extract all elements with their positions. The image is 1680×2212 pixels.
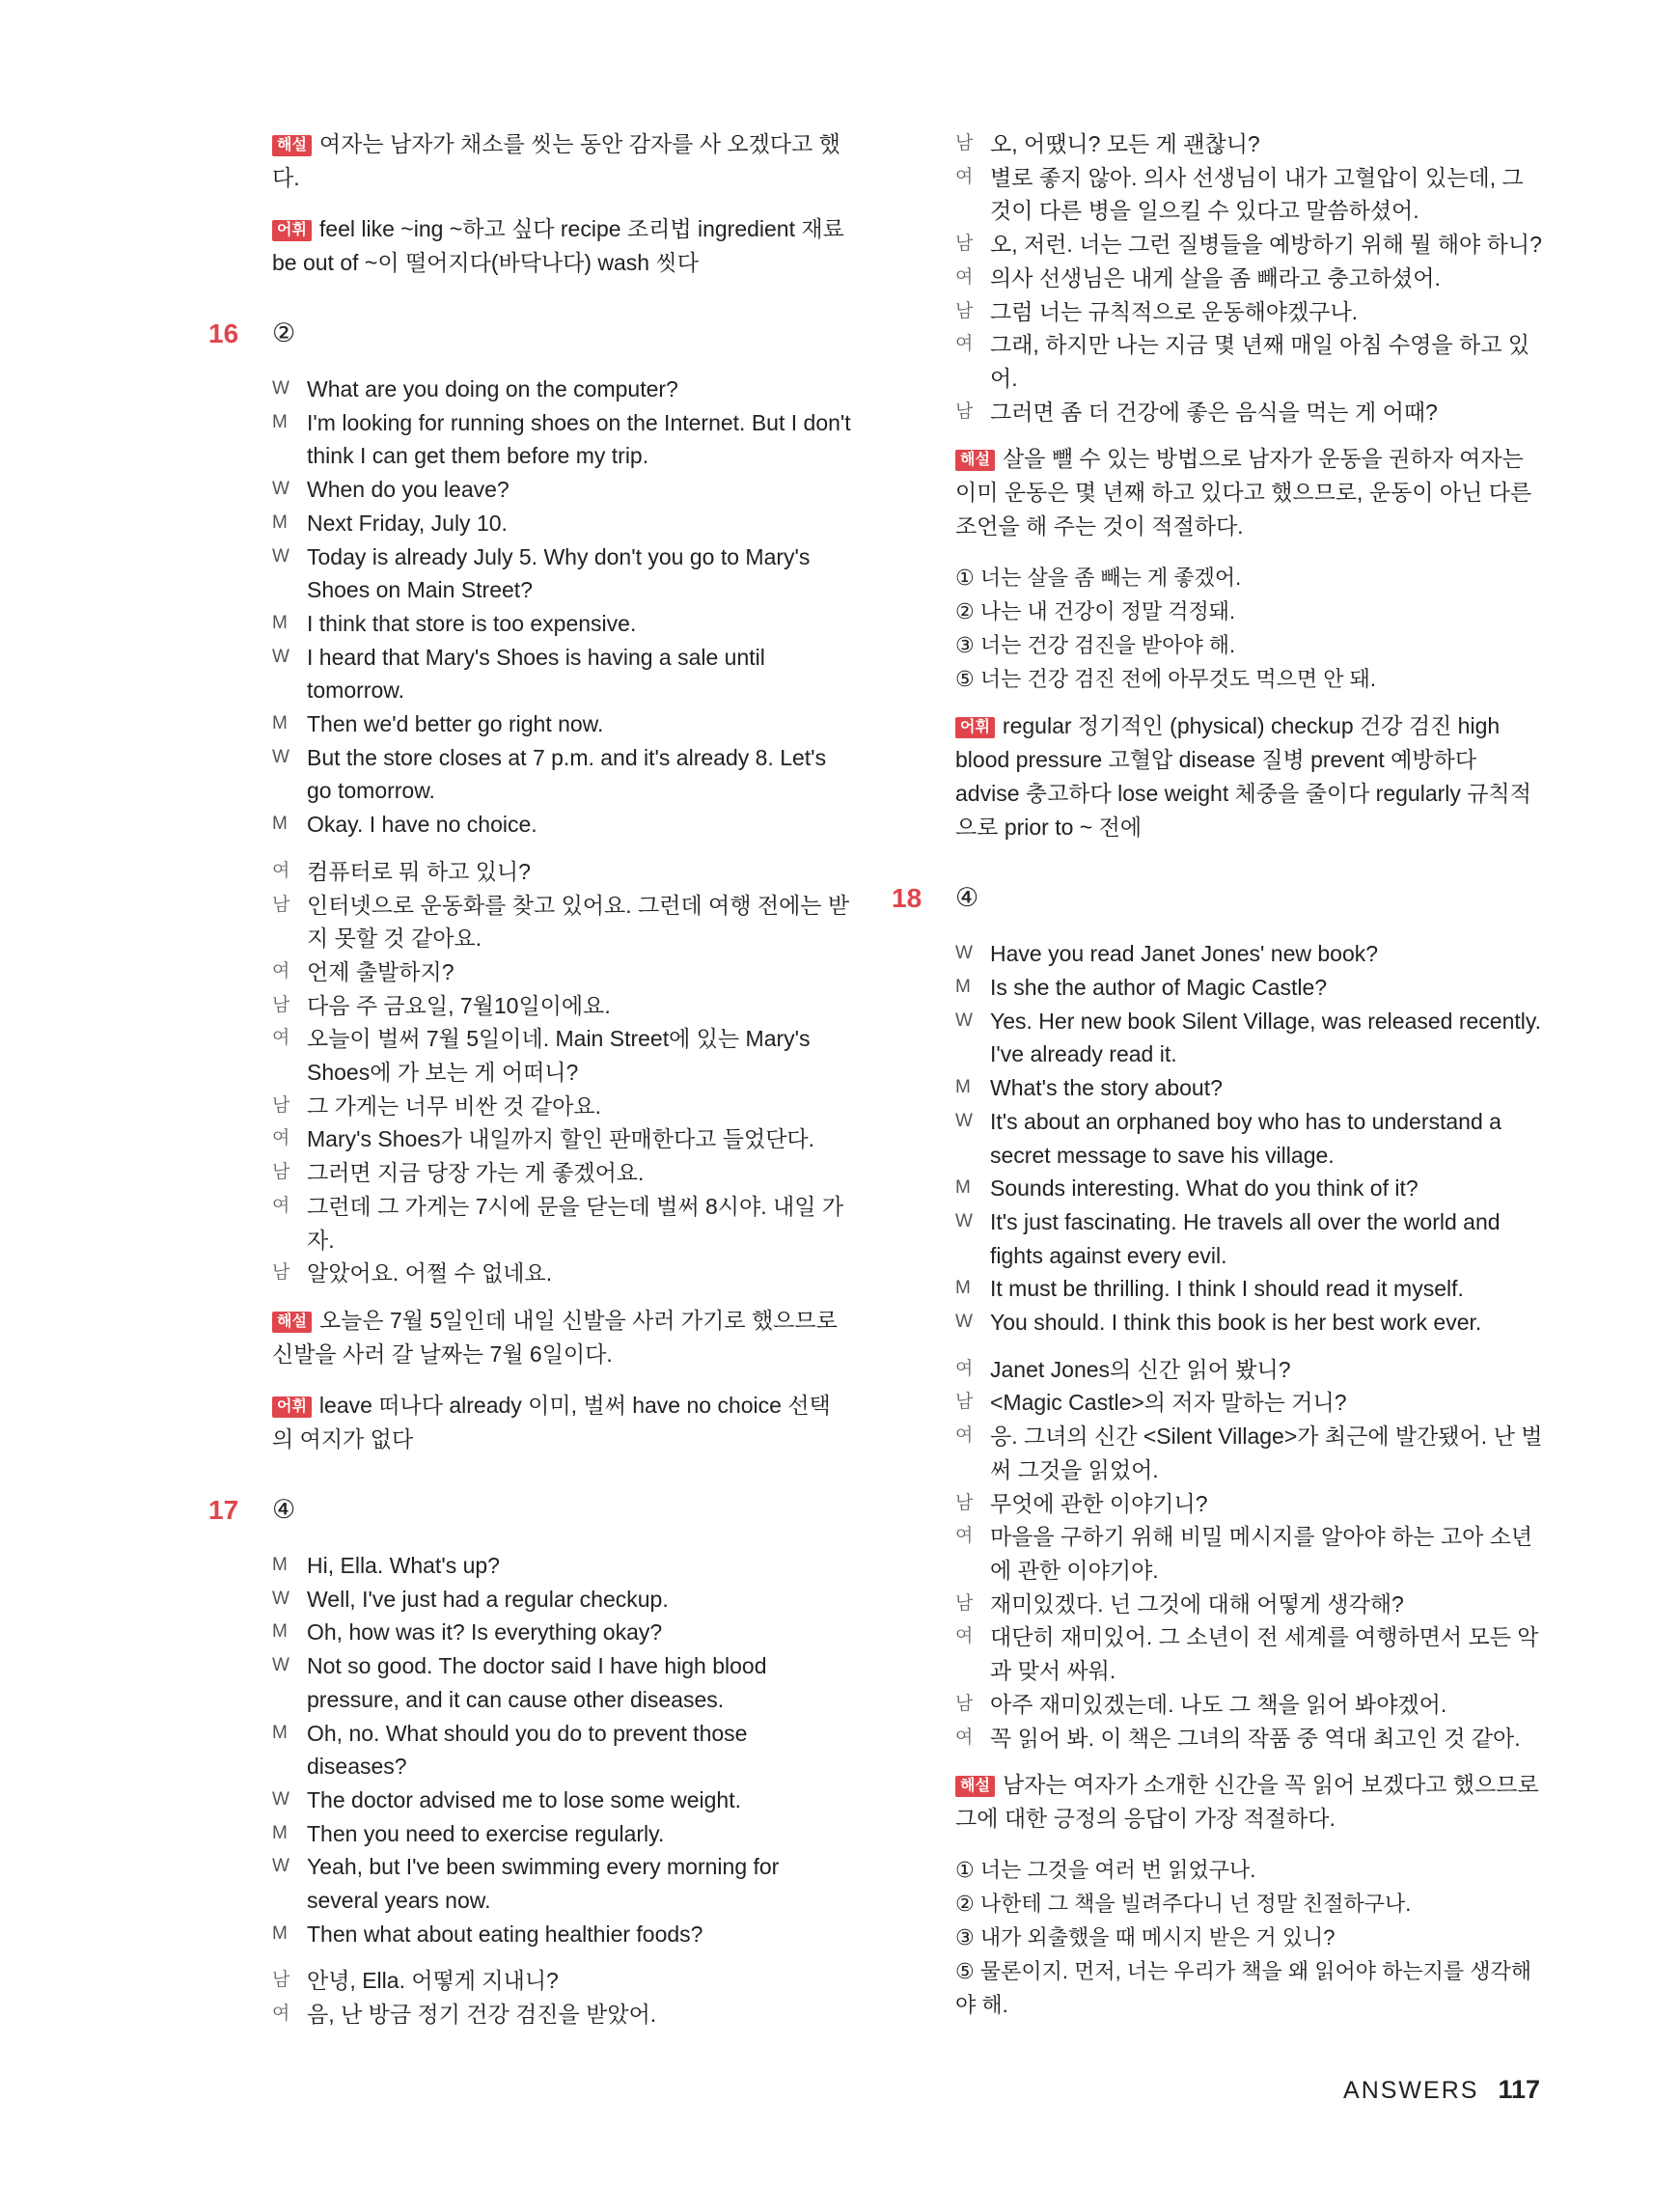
q17-korean-dialogue-part1 <box>272 1964 851 2031</box>
vocabulary-tag: 어휘 <box>955 717 995 738</box>
explanation-text: 남자는 여자가 소개한 신간을 꼭 읽어 보겠다고 했으므로 그에 대한 긍정의 응답이 가장 적절하다. <box>955 1772 1539 1832</box>
dialogue-text: Is she the author of Magic Castle? <box>990 975 1328 1001</box>
speaker-label: M <box>272 814 288 835</box>
speaker-label: 여 <box>955 334 974 355</box>
dialogue-text: 그러면 좀 더 건강에 좋은 음식을 먹는 게 어때? <box>990 399 1438 425</box>
answer-option: ② 나한테 그 책을 빌려주다니 넌 정말 친절하구나. <box>955 1892 1412 1917</box>
dialogue-text: 음, 난 방금 정기 건강 검진을 받았어. <box>307 2002 657 2028</box>
dialogue-line <box>955 295 1544 329</box>
dialogue-text: 오, 저런. 너는 그런 질병들을 예방하기 위해 뭘 해야 하니? <box>990 232 1542 258</box>
page-number: 117 <box>1498 2075 1540 2104</box>
speaker-label: 여 <box>272 1195 290 1216</box>
dialogue-text: You should. I think this book is her best work ever. <box>990 1310 1482 1336</box>
speaker-label: 여 <box>272 2004 290 2025</box>
q18-korean-dialogue <box>955 1353 1544 1755</box>
dialogue-line <box>955 1172 1544 1205</box>
dialogue-line <box>272 1717 851 1783</box>
speaker-label: 여 <box>955 266 974 288</box>
dialogue-line <box>272 855 851 889</box>
vocabulary-paragraph <box>272 212 851 280</box>
dialogue-text: I think that store is too expensive. <box>307 610 637 636</box>
q18-english-dialogue <box>955 937 1544 1339</box>
speaker-label: M <box>272 1722 288 1743</box>
dialogue-text: 그럼 너는 규칙적으로 운동해야겠구나. <box>990 298 1359 324</box>
dialogue-line <box>272 1918 851 1951</box>
question-number: 18 <box>892 883 923 914</box>
speaker-label: 남 <box>955 1693 974 1714</box>
dialogue-line <box>272 808 851 842</box>
dialogue-text: Yeah, but I've been swimming every morning for several years now. <box>307 1854 780 1914</box>
dialogue-text: Next Friday, July 10. <box>307 510 508 536</box>
explanation-tag: 해설 <box>955 1776 995 1797</box>
q16-english-dialogue <box>272 373 851 842</box>
dialogue-line <box>272 1190 851 1257</box>
dialogue-text: 오늘이 벌써 7월 5일이네. Main Street에 있는 Mary's Shoes에 가 보는 게 어떠니? <box>307 1026 811 1086</box>
speaker-label: W <box>955 1312 973 1333</box>
dialogue-line <box>955 971 1544 1005</box>
explanation-text: 여자는 남자가 채소를 씻는 동안 감자를 사 오겠다고 했다. <box>272 131 840 190</box>
speaker-label: M <box>272 512 288 533</box>
dialogue-line <box>955 228 1544 262</box>
dialogue-line <box>955 1071 1544 1105</box>
explanation-tag: 해설 <box>272 1312 312 1333</box>
dialogue-line <box>272 1783 851 1817</box>
speaker-label: M <box>272 1922 288 1944</box>
dialogue-line <box>272 989 851 1023</box>
dialogue-text: 그러면 지금 당장 가는 게 좋겠어요. <box>307 1160 645 1186</box>
speaker-label: 여 <box>955 166 974 187</box>
speaker-label: M <box>272 713 288 734</box>
dialogue-line <box>272 1998 851 2032</box>
speaker-label: W <box>272 1856 289 1877</box>
dialogue-text: It's just fascinating. He travels all over the world and fights against every evil. <box>990 1208 1501 1268</box>
explanation-paragraph <box>272 127 851 195</box>
dialogue-text: It must be thrilling. I think I should read it myself. <box>990 1276 1464 1302</box>
dialogue-line <box>272 373 851 406</box>
vocabulary-text: regular 정기적인 (physical) checkup 건강 검진 high blood pressure 고혈압 disease 질병 prevent 예방하다 advise 충고하다 lose weight 체중을 줄이다 regularly 규칙적으로 prior to ~ 전에 <box>955 713 1531 841</box>
dialogue-text: 그래, 하지만 나는 지금 몇 년째 매일 아침 수영을 하고 있어. <box>990 332 1530 391</box>
explanation-text: 오늘은 7월 5일인데 내일 신발을 사러 가기로 했으므로 신발을 사러 갈 날짜는 7월 6일이다. <box>272 1307 838 1367</box>
speaker-label: 남 <box>272 1262 290 1284</box>
speaker-label: 남 <box>272 1094 290 1116</box>
dialogue-text: When do you leave? <box>307 477 510 503</box>
dialogue-text: But the store closes at 7 p.m. and it's already 8. Let's go tomorrow. <box>307 744 827 804</box>
q17-options <box>955 561 1544 696</box>
dialogue-line <box>272 607 851 641</box>
dialogue-text: 꼭 읽어 봐. 이 책은 그녀의 작품 중 역대 최고인 것 같아. <box>990 1725 1521 1751</box>
dialogue-line <box>955 1588 1544 1621</box>
speaker-label: M <box>955 1177 971 1199</box>
speaker-label: 여 <box>955 1727 974 1748</box>
dialogue-line <box>955 1105 1544 1172</box>
answer-option: ③ 너는 건강 검진을 받아야 해. <box>955 633 1236 658</box>
dialogue-text: Oh, no. What should you do to prevent those diseases? <box>307 1720 748 1780</box>
dialogue-text: 의사 선생님은 내게 살을 좀 빼라고 충고하셨어. <box>990 264 1441 290</box>
q16-korean-dialogue <box>272 855 851 1290</box>
speaker-label: W <box>955 1110 973 1131</box>
footer-label: ANSWERS <box>1343 2077 1479 2104</box>
dialogue-text: 오, 어땠니? 모든 게 괜찮니? <box>990 131 1260 156</box>
speaker-label: 남 <box>272 1162 290 1183</box>
dialogue-text: Well, I've just had a regular checkup. <box>307 1586 669 1612</box>
dialogue-line <box>272 1549 851 1583</box>
dialogue-text: Yes. Her new book Silent Village, was released recently. I've already read it. <box>990 1008 1542 1067</box>
dialogue-text: 그런데 그 가게는 7시에 문을 닫는데 벌써 8시야. 내일 가자. <box>307 1193 844 1253</box>
dialogue-line <box>955 161 1544 228</box>
speaker-label: 남 <box>272 894 290 915</box>
speaker-label: W <box>272 1655 289 1676</box>
dialogue-text: The doctor advised me to lose some weight. <box>307 1786 742 1812</box>
dialogue-line <box>272 889 851 955</box>
dialogue-text: 마을을 구하기 위해 비밀 메시지를 알아야 하는 고아 소년에 관한 이야기야. <box>990 1524 1533 1583</box>
speaker-label: W <box>272 1588 289 1609</box>
dialogue-text: Not so good. The doctor said I have high blood pressure, and it can cause other diseases. <box>307 1653 767 1712</box>
dialogue-line <box>272 1817 851 1851</box>
speaker-label: 여 <box>955 1626 974 1647</box>
vocabulary-text: feel like ~ing ~하고 싶다 recipe 조리법 ingredient 재료 be out of ~이 떨어지다(바닥나다) wash 씻다 <box>272 216 844 275</box>
dialogue-line <box>955 127 1544 161</box>
answer-choice: ④ <box>955 883 979 913</box>
speaker-label: M <box>272 411 288 432</box>
page-footer <box>1343 2075 1540 2105</box>
dialogue-text: 그 가게는 너무 비싼 것 같아요. <box>307 1092 601 1119</box>
speaker-label: 여 <box>955 1358 974 1379</box>
dialogue-line <box>955 1306 1544 1340</box>
speaker-label: W <box>272 1788 289 1810</box>
vocabulary-paragraph <box>955 709 1544 844</box>
answer-option: ① 너는 살을 좀 빼는 게 좋겠어. <box>955 566 1242 591</box>
speaker-label: 남 <box>955 234 974 255</box>
dialogue-line <box>272 1122 851 1156</box>
speaker-label: 남 <box>272 1970 290 1991</box>
dialogue-line <box>272 1257 851 1290</box>
dialogue-line <box>955 1620 1544 1687</box>
q17-english-dialogue <box>272 1549 851 1950</box>
dialogue-text: Then you need to exercise regularly. <box>307 1820 665 1846</box>
dialogue-text: Then we'd better go right now. <box>307 711 604 737</box>
dialogue-text: Mary's Shoes가 내일까지 할인 판매한다고 들었단다. <box>307 1126 815 1152</box>
speaker-label: 여 <box>272 960 290 982</box>
question-16-header <box>208 318 851 357</box>
dialogue-line <box>272 1022 851 1089</box>
right-column <box>892 127 1544 2022</box>
dialogue-text: 재미있겠다. 넌 그것에 대해 어떻게 생각해? <box>990 1590 1404 1617</box>
dialogue-line <box>272 540 851 607</box>
dialogue-text: 무엇에 관한 이야기니? <box>990 1490 1208 1516</box>
dialogue-line <box>272 1583 851 1617</box>
vocabulary-text: leave 떠나다 already 이미, 벌써 have no choice 선택의 여지가 없다 <box>272 1392 831 1452</box>
answer-option: ③ 내가 외출했을 때 메시지 받은 거 있니? <box>955 1925 1336 1950</box>
dialogue-line <box>955 1420 1544 1486</box>
dialogue-line <box>272 473 851 507</box>
dialogue-text: What's the story about? <box>990 1075 1223 1101</box>
dialogue-line <box>955 1688 1544 1722</box>
speaker-label: 남 <box>955 401 974 422</box>
vocabulary-paragraph <box>272 1389 851 1456</box>
dialogue-text: Today is already July 5. Why don't you go to Mary's Shoes on Main Street? <box>307 543 811 603</box>
dialogue-line <box>955 1487 1544 1521</box>
answer-option: ② 나는 내 건강이 정말 걱정돼. <box>955 599 1236 624</box>
speaker-label: W <box>955 1210 973 1231</box>
dialogue-line <box>955 1272 1544 1306</box>
answer-option: ① 너는 그것을 여러 번 읽었구나. <box>955 1858 1256 1883</box>
dialogue-text: 컴퓨터로 뭐 하고 있니? <box>307 858 531 884</box>
speaker-label: M <box>272 1822 288 1843</box>
left-column <box>208 127 851 2032</box>
speaker-label: 남 <box>955 1492 974 1513</box>
speaker-label: W <box>272 479 289 500</box>
speaker-label: M <box>272 1621 288 1643</box>
dialogue-text: Then what about eating healthier foods? <box>307 1921 703 1947</box>
answer-option: ⑤ 너는 건강 검진 전에 아무것도 먹으면 안 돼. <box>955 667 1377 692</box>
dialogue-text: Janet Jones의 신간 읽어 봤니? <box>990 1356 1291 1382</box>
speaker-label: 남 <box>955 1592 974 1614</box>
dialogue-text: 안녕, Ella. 어떻게 지내니? <box>307 1968 559 1994</box>
question-18-header <box>892 883 1544 922</box>
explanation-tag: 해설 <box>955 450 995 471</box>
dialogue-text: 알았어요. 어쩔 수 없네요. <box>307 1260 553 1286</box>
dialogue-text: 대단히 재미있어. 그 소년이 전 세계를 여행하면서 모든 악과 맞서 싸워. <box>990 1624 1539 1684</box>
speaker-label: 여 <box>272 1128 290 1149</box>
dialogue-line <box>272 955 851 989</box>
dialogue-text: Sounds interesting. What do you think of it? <box>990 1175 1418 1202</box>
dialogue-line <box>955 396 1544 429</box>
answer-choice: ② <box>272 318 296 347</box>
dialogue-text: 별로 좋지 않아. 의사 선생님이 내가 고혈압이 있는데, 그것이 다른 병을 일으킬 수 있다고 말씀하셨어. <box>990 164 1524 224</box>
speaker-label: M <box>955 1077 971 1098</box>
dialogue-text: I heard that Mary's Shoes is having a sale until tomorrow. <box>307 644 765 704</box>
explanation-paragraph <box>955 1768 1544 1836</box>
speaker-label: 여 <box>955 1425 974 1447</box>
dialogue-line <box>955 1353 1544 1387</box>
explanation-paragraph <box>955 442 1544 543</box>
dialogue-text: Hi, Ella. What's up? <box>307 1552 500 1578</box>
speaker-label: 여 <box>272 1028 290 1049</box>
dialogue-line <box>272 507 851 540</box>
explanation-tag: 해설 <box>272 135 312 156</box>
dialogue-line <box>272 1649 851 1716</box>
vocabulary-tag: 어휘 <box>272 1396 312 1418</box>
dialogue-text: <Magic Castle>의 저자 말하는 거니? <box>990 1390 1347 1416</box>
explanation-text: 살을 뺄 수 있는 방법으로 남자가 운동을 권하자 여자는 이미 운동은 몇 년째 하고 있다고 했으므로, 운동이 아닌 다른 조언을 해 주는 것이 적절하다. <box>955 446 1532 539</box>
vocabulary-tag: 어휘 <box>272 220 312 241</box>
dialogue-line <box>955 1005 1544 1071</box>
speaker-label: W <box>272 545 289 567</box>
speaker-label: W <box>955 943 973 964</box>
speaker-label: W <box>272 378 289 399</box>
speaker-label: M <box>955 977 971 998</box>
speaker-label: 여 <box>272 860 290 881</box>
dialogue-line <box>955 1520 1544 1587</box>
q18-options <box>955 1853 1544 2022</box>
dialogue-line <box>272 406 851 473</box>
dialogue-line <box>272 1616 851 1649</box>
speaker-label: W <box>272 746 289 767</box>
dialogue-line <box>272 1850 851 1917</box>
dialogue-text: It's about an orphaned boy who has to understand a secret message to save his village. <box>990 1108 1501 1168</box>
speaker-label: M <box>955 1278 971 1299</box>
dialogue-text: 아주 재미있겠는데. 나도 그 책을 읽어 봐야겠어. <box>990 1691 1447 1717</box>
dialogue-text: What are you doing on the computer? <box>307 376 678 401</box>
dialogue-line <box>272 741 851 808</box>
answer-choice: ④ <box>272 1494 296 1524</box>
dialogue-line <box>272 1090 851 1123</box>
dialogue-text: Oh, how was it? Is everything okay? <box>307 1619 663 1645</box>
dialogue-line <box>272 641 851 707</box>
dialogue-line <box>272 1156 851 1190</box>
speaker-label: 여 <box>955 1526 974 1547</box>
speaker-label: 남 <box>272 994 290 1015</box>
dialogue-text: 언제 출발하지? <box>307 958 454 984</box>
dialogue-text: 응. 그녀의 신간 <Silent Village>가 최근에 발간됐어. 난 벌써 그것을 읽었어. <box>990 1424 1543 1482</box>
dialogue-text: Okay. I have no choice. <box>307 812 537 838</box>
dialogue-line <box>272 1964 851 1998</box>
dialogue-text: Have you read Janet Jones' new book? <box>990 941 1379 967</box>
q17-korean-dialogue-part2 <box>955 127 1544 429</box>
speaker-label: M <box>272 1554 288 1575</box>
dialogue-line <box>272 707 851 741</box>
speaker-label: M <box>272 612 288 633</box>
dialogue-line <box>955 262 1544 295</box>
speaker-label: 남 <box>955 300 974 321</box>
question-number: 16 <box>208 318 239 348</box>
speaker-label: W <box>955 1009 973 1031</box>
dialogue-line <box>955 1386 1544 1420</box>
dialogue-text: 인터넷으로 운동화를 찾고 있어요. 그런데 여행 전에는 받지 못할 것 같아요. <box>307 892 850 952</box>
dialogue-line <box>955 328 1544 395</box>
dialogue-line <box>955 1722 1544 1756</box>
question-number: 17 <box>208 1494 239 1525</box>
question-17-header <box>208 1494 851 1534</box>
speaker-label: 남 <box>955 133 974 153</box>
explanation-paragraph <box>272 1304 851 1371</box>
dialogue-line <box>955 1205 1544 1272</box>
speaker-label: 남 <box>955 1392 974 1413</box>
answer-option: ⑤ 물론이지. 먼저, 너는 우리가 책을 왜 읽어야 하는지를 생각해야 해. <box>955 1959 1532 2018</box>
speaker-label: W <box>272 646 289 667</box>
dialogue-text: 다음 주 금요일, 7월10일이에요. <box>307 992 611 1018</box>
dialogue-line <box>955 937 1544 971</box>
dialogue-text: I'm looking for running shoes on the Internet. But I don't think I can get them before my trip. <box>307 409 851 469</box>
